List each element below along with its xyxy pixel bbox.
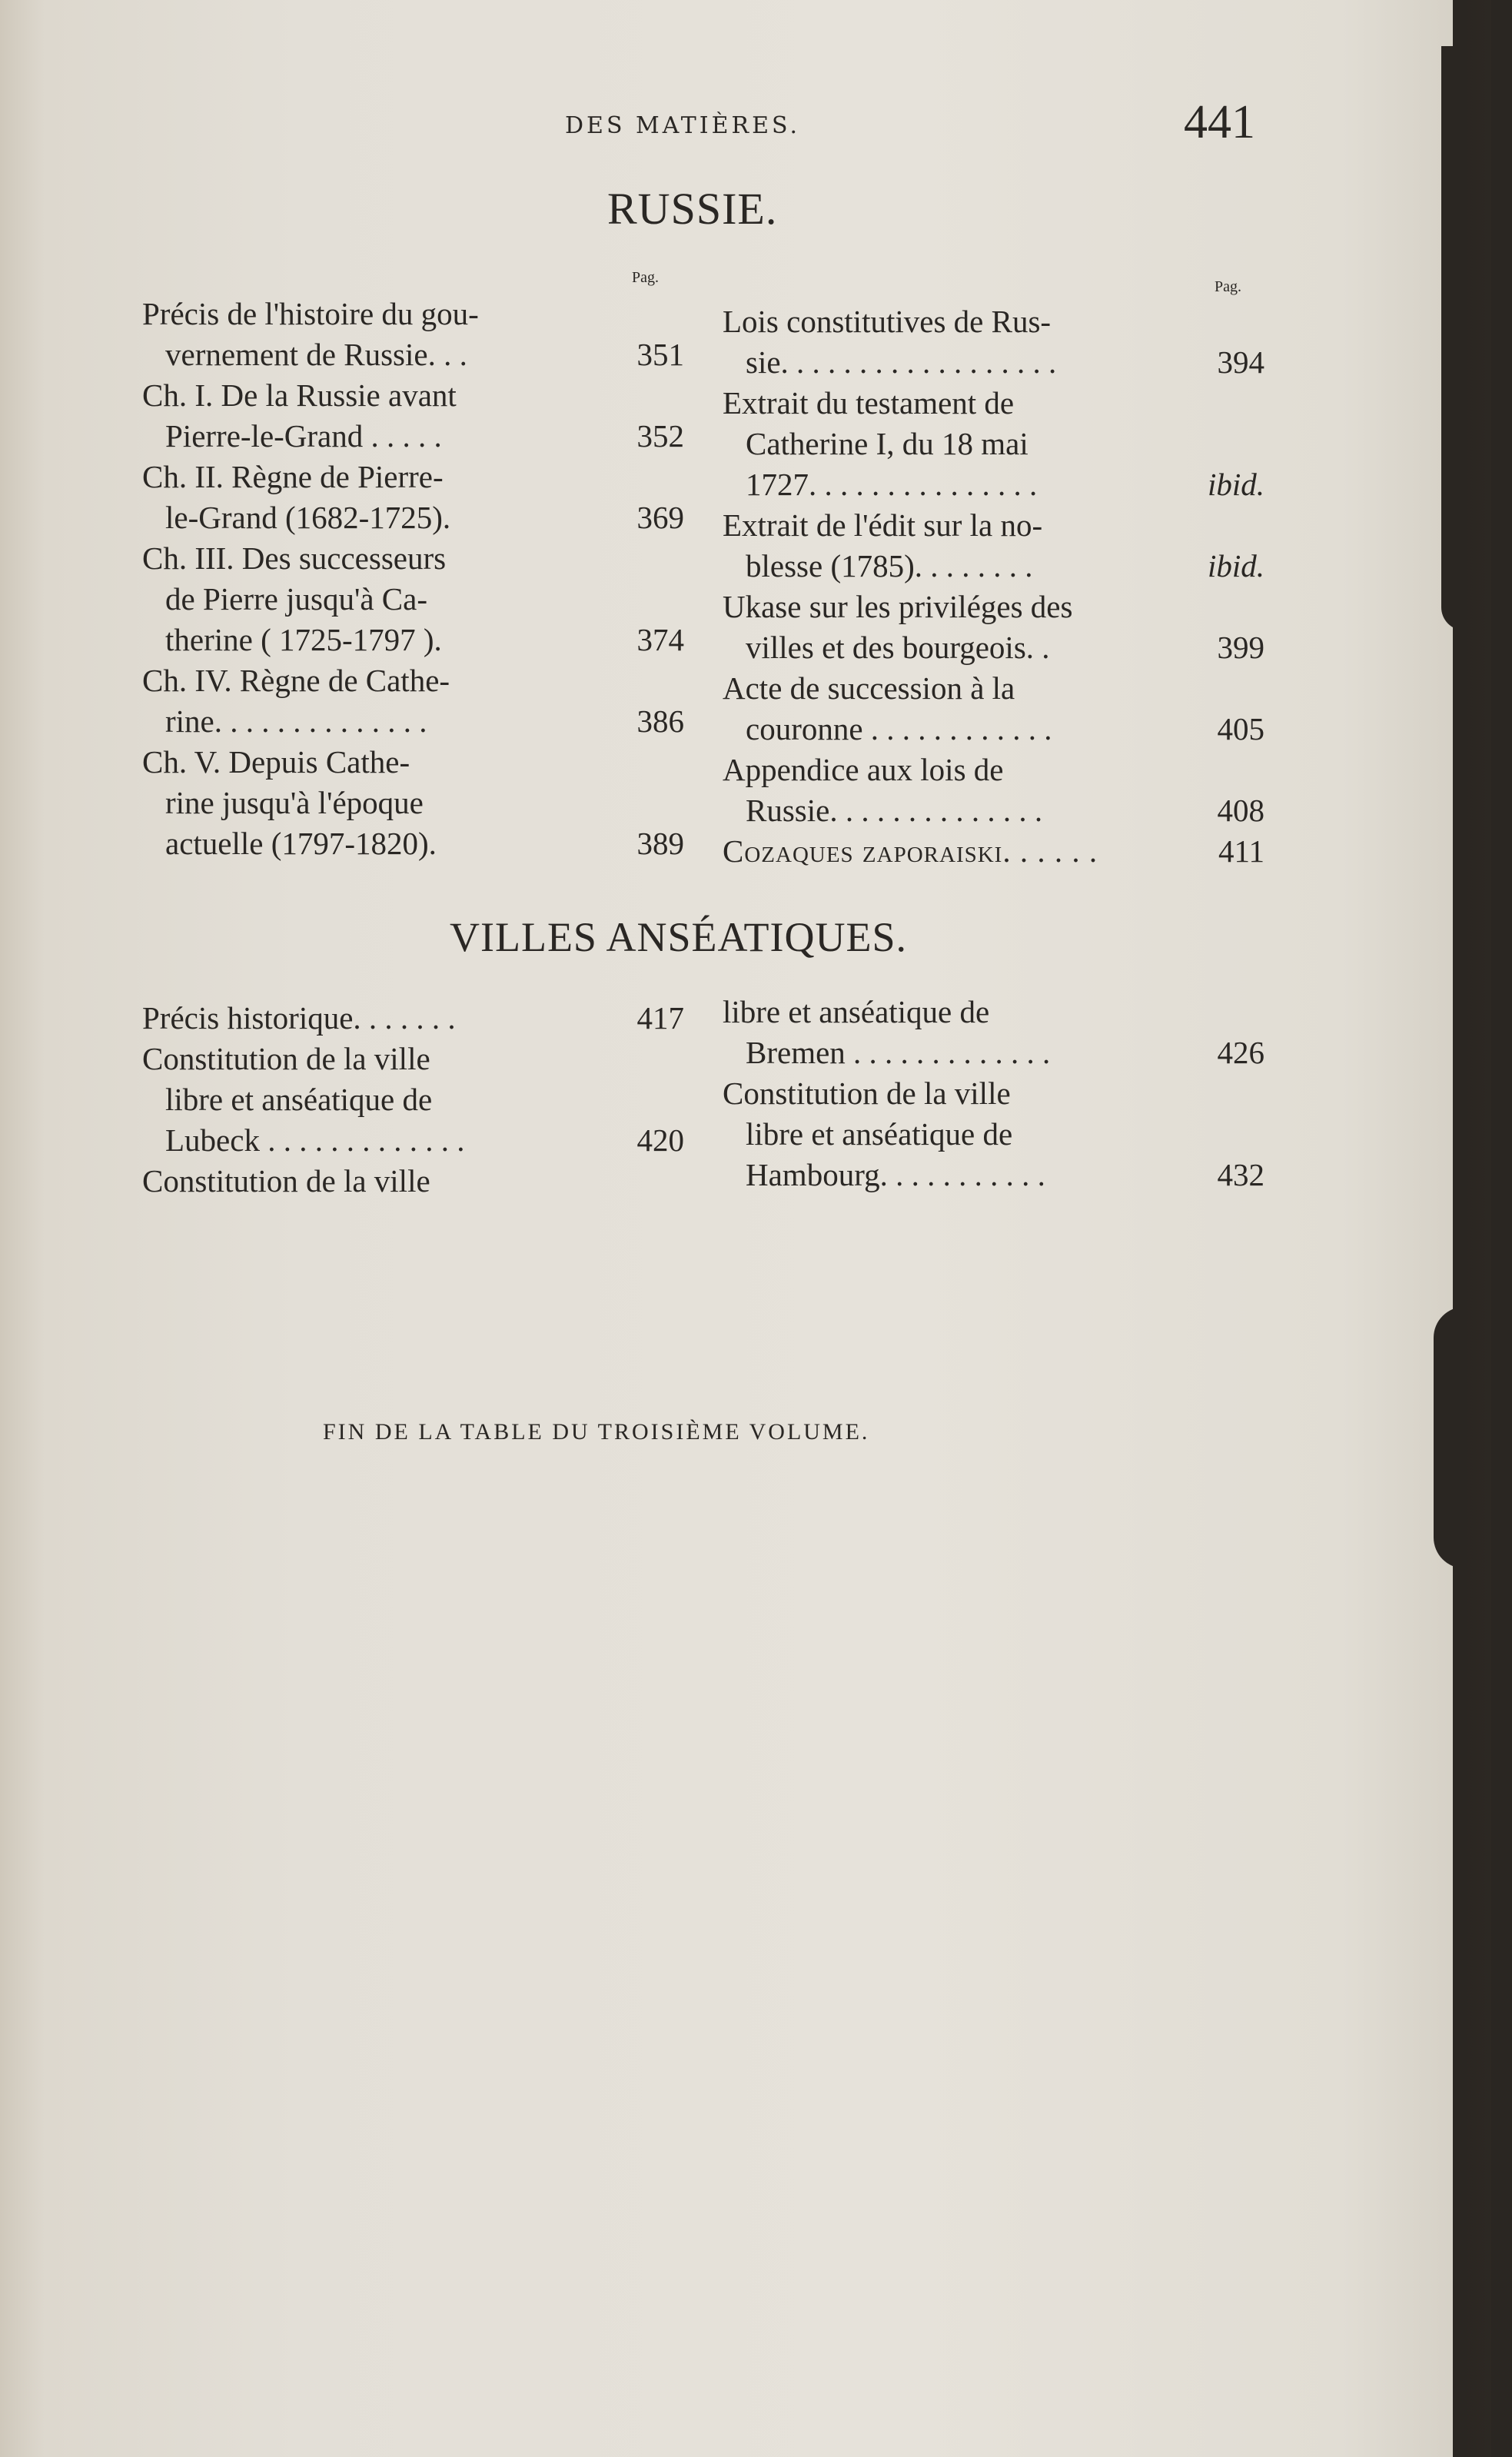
toc-entry-line bbox=[142, 823, 684, 864]
toc-entry-text: libre et anséatique de bbox=[165, 1082, 433, 1117]
toc-entry-line bbox=[142, 416, 684, 457]
toc-entry-text: Ch. III. Des successeurs bbox=[142, 540, 447, 576]
toc-entry-line bbox=[723, 424, 1264, 464]
toc-entry-line bbox=[723, 1114, 1264, 1155]
toc-entry-text: rine jusqu'à l'époque bbox=[165, 785, 424, 820]
toc-entry-text: Précis de l'histoire du gou- bbox=[142, 296, 479, 331]
toc-entry-text: Extrait du testament de bbox=[723, 385, 1015, 421]
toc-entry-line bbox=[723, 1073, 1264, 1114]
toc-entry-text: blesse (1785). . . . . . . . bbox=[746, 548, 1033, 583]
toc-column-left bbox=[142, 294, 684, 864]
toc-entry-line bbox=[142, 620, 684, 660]
toc-entry-line bbox=[723, 301, 1264, 342]
toc-page-number: 417 bbox=[636, 1000, 684, 1036]
section-title-russie: RUSSIE. bbox=[607, 184, 778, 234]
toc-entry-line bbox=[723, 750, 1264, 790]
toc-entry-text: Pierre-le-Grand . . . . . bbox=[165, 418, 442, 454]
toc-entry-text: Constitution de la ville bbox=[142, 1041, 430, 1076]
toc-entry-line bbox=[142, 579, 684, 620]
toc-entry-line bbox=[723, 1032, 1264, 1073]
toc-entry-line bbox=[142, 998, 684, 1039]
toc-entry-text: Ch. II. Règne de Pierre- bbox=[142, 459, 444, 494]
toc-page-number: 351 bbox=[636, 337, 684, 372]
toc-entry-line bbox=[723, 546, 1264, 587]
toc-entry-line bbox=[142, 538, 684, 579]
toc-entry-line bbox=[142, 701, 684, 742]
toc-entry-text: 1727. . . . . . . . . . . . . . . bbox=[746, 467, 1038, 502]
toc-entry-text: libre et anséatique de bbox=[723, 994, 990, 1029]
toc-entry-line bbox=[142, 742, 684, 783]
toc-page-number: 352 bbox=[636, 418, 684, 454]
toc-entry-text: Appendice aux lois de bbox=[723, 752, 1004, 787]
toc-entry-line bbox=[723, 587, 1264, 627]
toc-page-number: 374 bbox=[636, 622, 684, 657]
toc-entry-text: Extrait de l'édit sur la no- bbox=[723, 507, 1043, 543]
toc-entry-text: Cozaques zaporaiski. . . . . . bbox=[723, 833, 1098, 869]
toc-page-number: 408 bbox=[1217, 793, 1264, 828]
toc-entry-line bbox=[142, 497, 684, 538]
toc-page-number: ibid. bbox=[1207, 467, 1264, 502]
pag-label-left: Pag. bbox=[632, 269, 659, 286]
toc-entry-text: villes et des bourgeois. . bbox=[746, 630, 1050, 665]
toc-entry-line bbox=[142, 1161, 684, 1202]
toc-entry-text: Ch. IV. Règne de Cathe- bbox=[142, 663, 450, 698]
torn-edge bbox=[1441, 46, 1476, 630]
toc-entry-line bbox=[142, 1079, 684, 1120]
toc-entry-text: Hambourg. . . . . . . . . . . bbox=[746, 1157, 1045, 1192]
toc-entry-line bbox=[723, 627, 1264, 668]
toc-entry-line bbox=[142, 457, 684, 497]
toc-entry-line bbox=[142, 1039, 684, 1079]
toc-entry-text: Ch. I. De la Russie avant bbox=[142, 377, 457, 413]
toc-entry-line bbox=[723, 505, 1264, 546]
toc-column-right-2 bbox=[723, 992, 1264, 1195]
toc-entry-text: Acte de succession à la bbox=[723, 670, 1015, 706]
toc-entry-text: couronne . . . . . . . . . . . . bbox=[746, 711, 1052, 746]
toc-entry-line bbox=[142, 334, 684, 375]
toc-entry-text: actuelle (1797-1820). bbox=[165, 826, 437, 861]
toc-entry-line bbox=[723, 668, 1264, 709]
toc-entry-line bbox=[142, 375, 684, 416]
toc-entry-text: Constitution de la ville bbox=[723, 1076, 1011, 1111]
toc-entry-text: vernement de Russie. . . bbox=[165, 337, 467, 372]
toc-page-number: 394 bbox=[1217, 344, 1264, 380]
toc-entry-text: sie. . . . . . . . . . . . . . . . . . bbox=[746, 344, 1057, 380]
toc-page-number: 386 bbox=[636, 703, 684, 739]
toc-column-right bbox=[723, 301, 1264, 872]
toc-entry-text: Catherine I, du 18 mai bbox=[746, 426, 1028, 461]
toc-entry-line bbox=[142, 294, 684, 334]
toc-page-number: 411 bbox=[1218, 833, 1264, 869]
toc-entry-line bbox=[723, 831, 1264, 872]
toc-entry-text: rine. . . . . . . . . . . . . . bbox=[165, 703, 427, 739]
toc-column-left-2 bbox=[142, 998, 684, 1202]
toc-entry-line bbox=[723, 464, 1264, 505]
toc-entry-text: le-Grand (1682-1725). bbox=[165, 500, 451, 535]
toc-entry-text: Lois constitutives de Rus- bbox=[723, 304, 1052, 339]
toc-entry-text: libre et anséatique de bbox=[746, 1116, 1013, 1152]
toc-page-number: 405 bbox=[1217, 711, 1264, 746]
section-title-villes-anseatiques: VILLES ANSÉATIQUES. bbox=[450, 914, 907, 960]
toc-entry-text: Bremen . . . . . . . . . . . . . bbox=[746, 1035, 1051, 1070]
toc-entry-line bbox=[723, 709, 1264, 750]
toc-entry-line bbox=[142, 660, 684, 701]
toc-entry-line bbox=[723, 992, 1264, 1032]
toc-page-number: 426 bbox=[1217, 1035, 1264, 1070]
toc-entry-line bbox=[723, 383, 1264, 424]
toc-entry-text: therine ( 1725-1797 ). bbox=[165, 622, 442, 657]
toc-entry-text: Constitution de la ville bbox=[142, 1163, 430, 1199]
toc-page-number: 420 bbox=[636, 1122, 684, 1158]
toc-entry-text: Russie. . . . . . . . . . . . . . bbox=[746, 793, 1043, 828]
toc-entry-line bbox=[142, 783, 684, 823]
toc-page-number: ibid. bbox=[1207, 548, 1264, 583]
toc-entry-line bbox=[723, 342, 1264, 383]
toc-entry-line bbox=[723, 1155, 1264, 1195]
toc-entry-text: Ch. V. Depuis Cathe- bbox=[142, 744, 410, 780]
pag-label-right: Pag. bbox=[1215, 278, 1241, 295]
toc-page-number: 432 bbox=[1217, 1157, 1264, 1192]
toc-page-number: 369 bbox=[636, 500, 684, 535]
end-note: FIN DE LA TABLE DU TROISIÈME VOLUME. bbox=[323, 1419, 870, 1445]
toc-entry-text: Ukase sur les priviléges des bbox=[723, 589, 1073, 624]
toc-page-number: 389 bbox=[636, 826, 684, 861]
torn-edge bbox=[1434, 1307, 1480, 1568]
page-number: 441 bbox=[1184, 96, 1255, 148]
toc-entry-line bbox=[723, 790, 1264, 831]
toc-entry-line bbox=[142, 1120, 684, 1161]
toc-page-number: 399 bbox=[1217, 630, 1264, 665]
running-header: DES MATIÈRES. bbox=[565, 112, 801, 139]
toc-entry-text: de Pierre jusqu'à Ca- bbox=[165, 581, 427, 617]
toc-entry-text: Précis historique. . . . . . . bbox=[142, 1000, 456, 1036]
toc-entry-text: Lubeck . . . . . . . . . . . . . bbox=[165, 1122, 465, 1158]
